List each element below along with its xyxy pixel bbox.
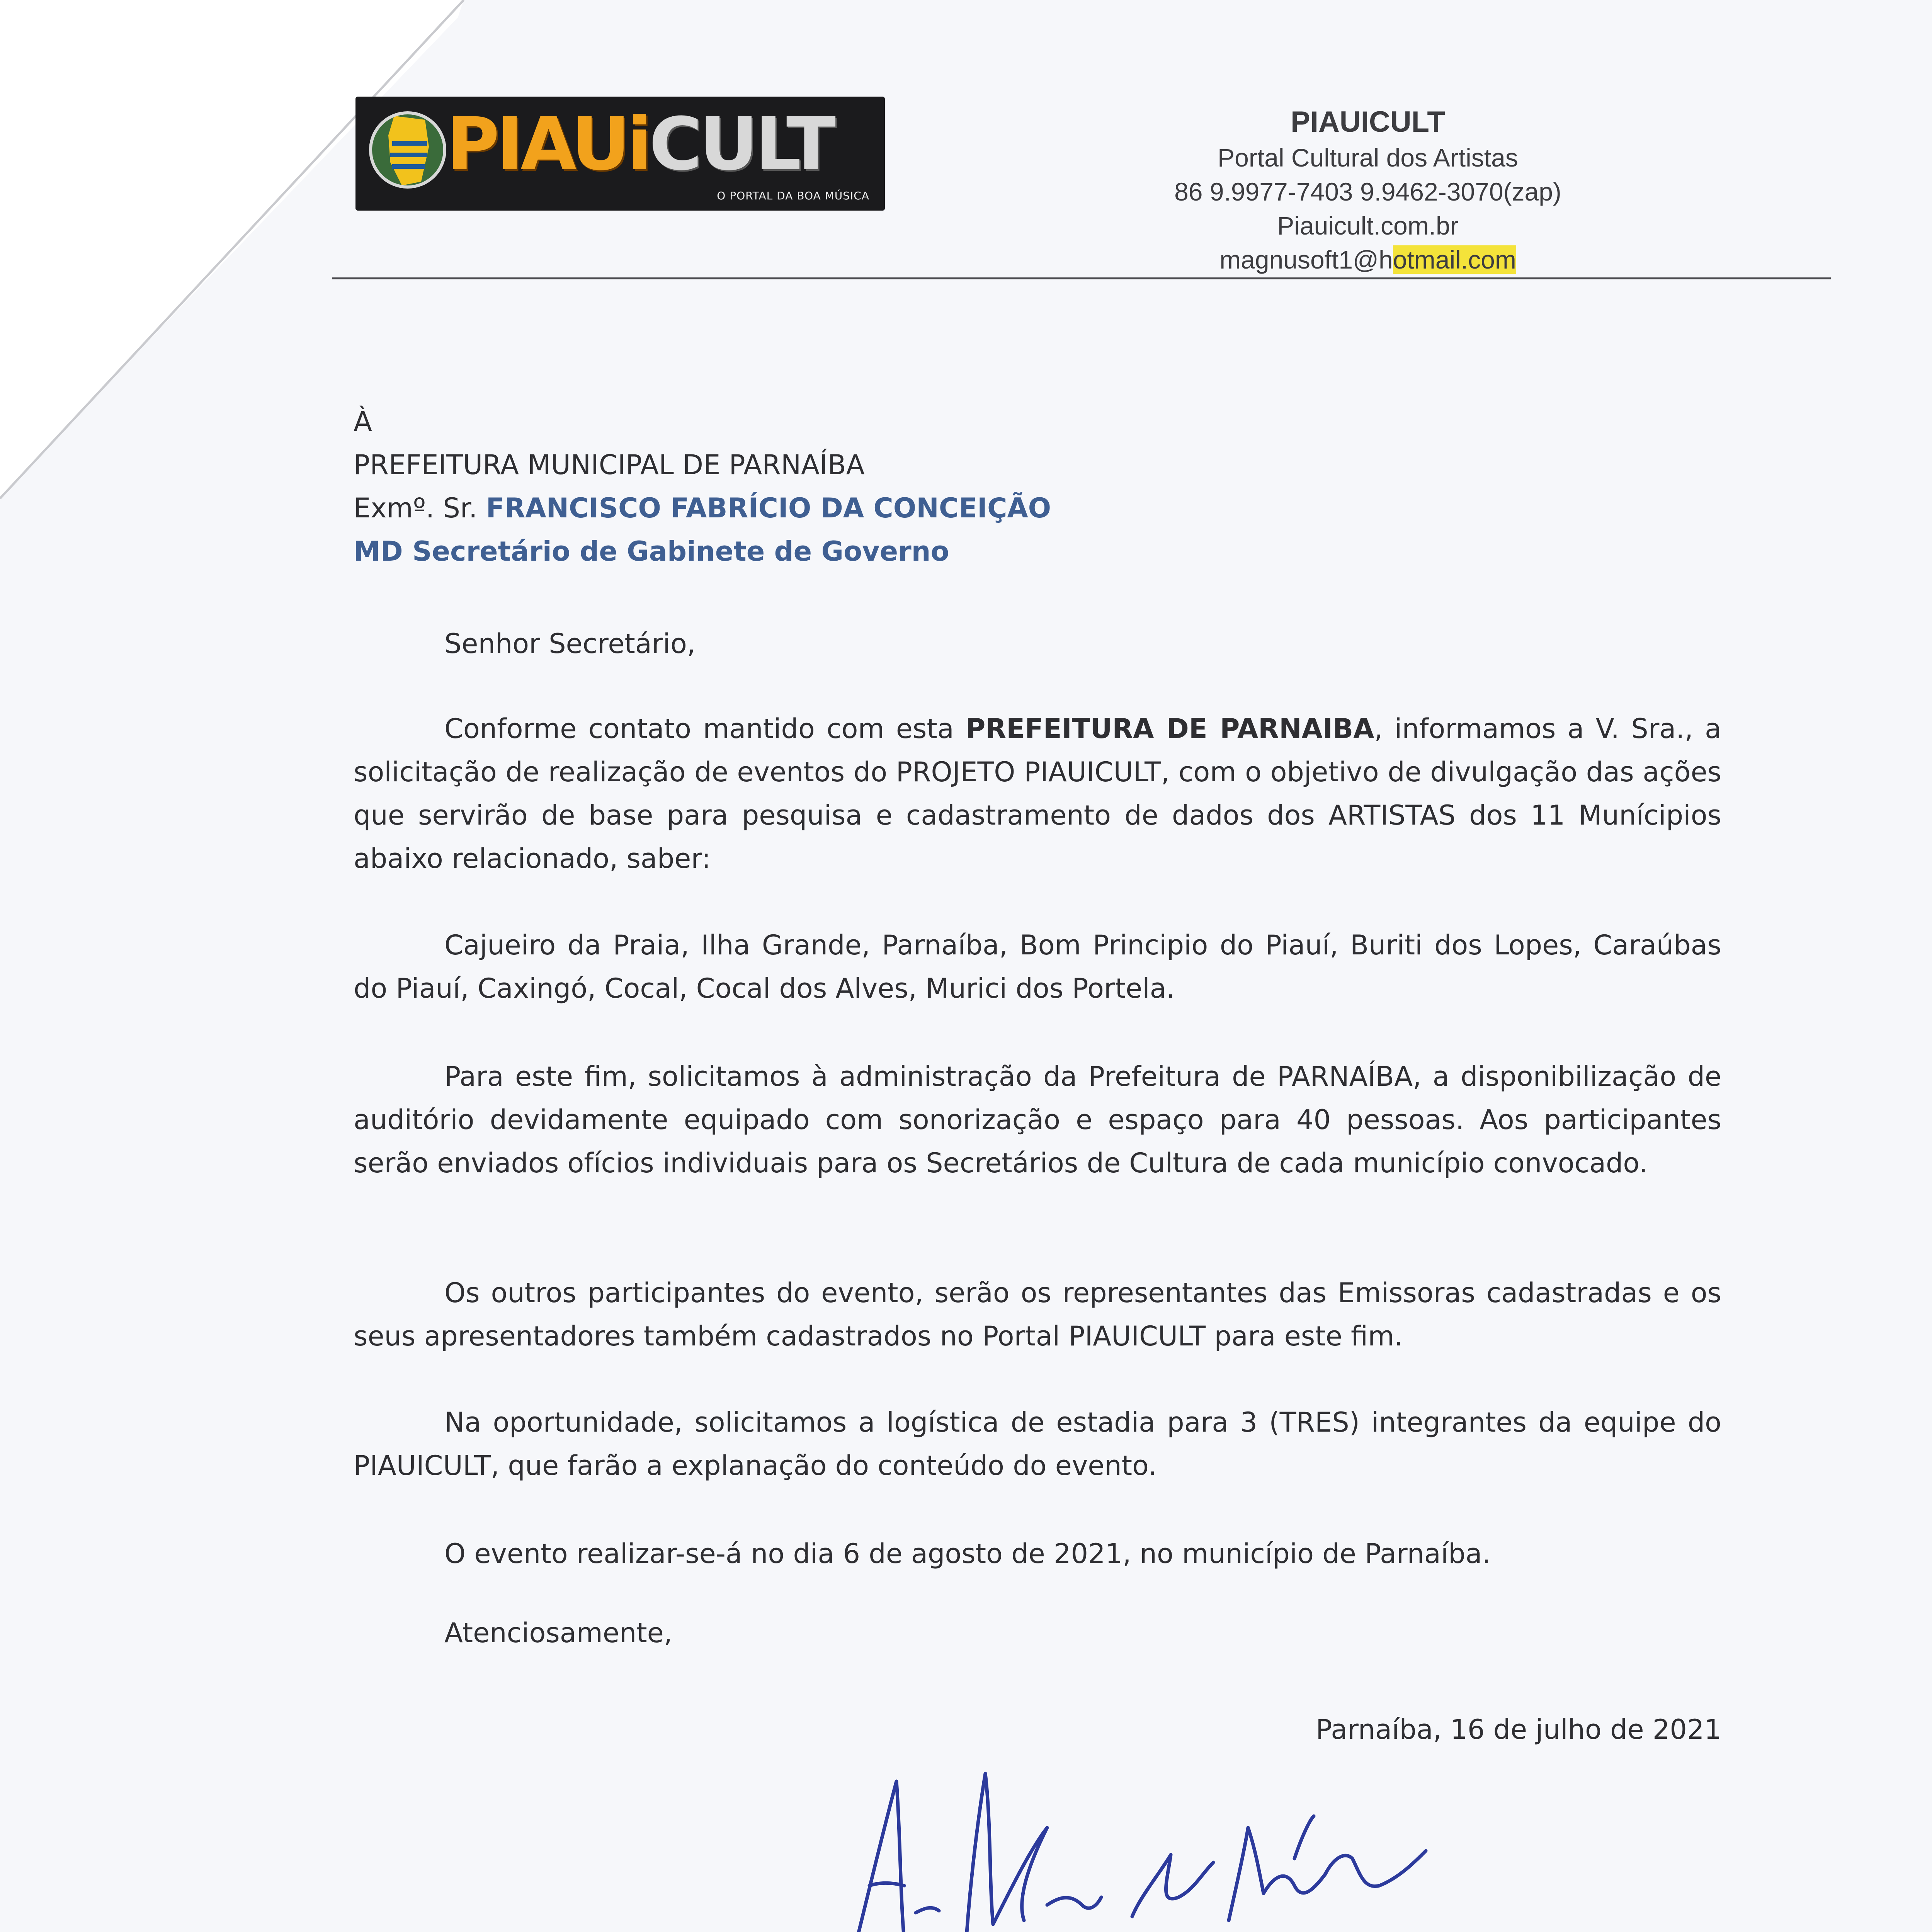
recipient-title: MD Secretário de Gabinete de Governo — [354, 536, 949, 567]
piauicult-logo — [355, 97, 885, 211]
recipient-org: PREFEITURA MUNICIPAL DE PARNAÍBA — [354, 449, 865, 481]
letterhead-email: magnusoft1@hotmail.com — [1219, 245, 1516, 274]
recipient-block — [354, 400, 1745, 573]
closing: Atenciosamente, — [444, 1617, 673, 1649]
header-divider — [332, 277, 1831, 279]
salutation: Senhor Secretário, — [444, 628, 696, 660]
paragraph-3: Para este fim, solicitamos à administração da Prefeitura de PARNAÍBA, a disponibilização de auditório devidamente equipado com sonorização e espaço para 40 pessoas. Aos participantes serão enviados ofícios individuais para os Secretários de Cultura de cada município convocado. — [354, 1061, 1721, 1179]
logo-wordmark: PIAUiCULT — [446, 102, 833, 187]
paragraph-4: Os outros participantes do evento, serão os representantes das Emissoras cadastradas e os seus apresentadores também cadastrados no Portal PIAUICULT para este fim. — [354, 1277, 1721, 1352]
letterhead-subtitle: Portal Cultural dos Artistas — [1218, 143, 1518, 172]
paragraph-1: Conforme contato mantido com esta PREFEITURA DE PARNAIBA, informamos a V. Sra., a solicitação de realização de eventos do PROJETO PIAUICULT, com o objetivo de divulgação das ações que servirão de base para pesquisa e cadastramento de dados dos ARTISTAS dos 11 Munícipios abaixo relacionado, saber: — [354, 713, 1721, 874]
handwritten-signatures — [831, 1758, 1546, 1932]
paragraph-5: Na oportunidade, solicitamos a logística de estadia para 3 (TRES) integrantes da equipe do PIAUICULT, que farão a explanação do conteúdo do evento. — [354, 1406, 1721, 1481]
paragraph-2: Cajueiro da Praia, Ilha Grande, Parnaíba, Bom Principio do Piauí, Buriti dos Lopes, Caraúbas do Piauí, Caxingó, Cocal, Cocal dos Alves, Murici dos Portela. — [354, 929, 1721, 1004]
letterhead-phones: 86 9.9977-7403 9.9462-3070(zap) — [1174, 177, 1561, 206]
letterhead-site: Piauicult.com.br — [1277, 211, 1459, 240]
letterhead-org: PIAUICULT — [1291, 105, 1445, 138]
logo-tagline: O PORTAL DA BOA MÚSICA — [717, 189, 869, 202]
letterhead-contact — [1074, 104, 1662, 277]
paragraph-6: O evento realizar-se-á no dia 6 de agosto de 2021, no município de Parnaíba. — [444, 1538, 1491, 1570]
recipient-line: Exmº. Sr. FRANCISCO FABRÍCIO DA CONCEIÇÃO — [354, 492, 1051, 524]
place-date: Parnaíba, 16 de julho de 2021 — [1316, 1714, 1721, 1745]
piaui-map-emblem-icon — [367, 104, 448, 193]
recipient-to: À — [354, 406, 372, 437]
